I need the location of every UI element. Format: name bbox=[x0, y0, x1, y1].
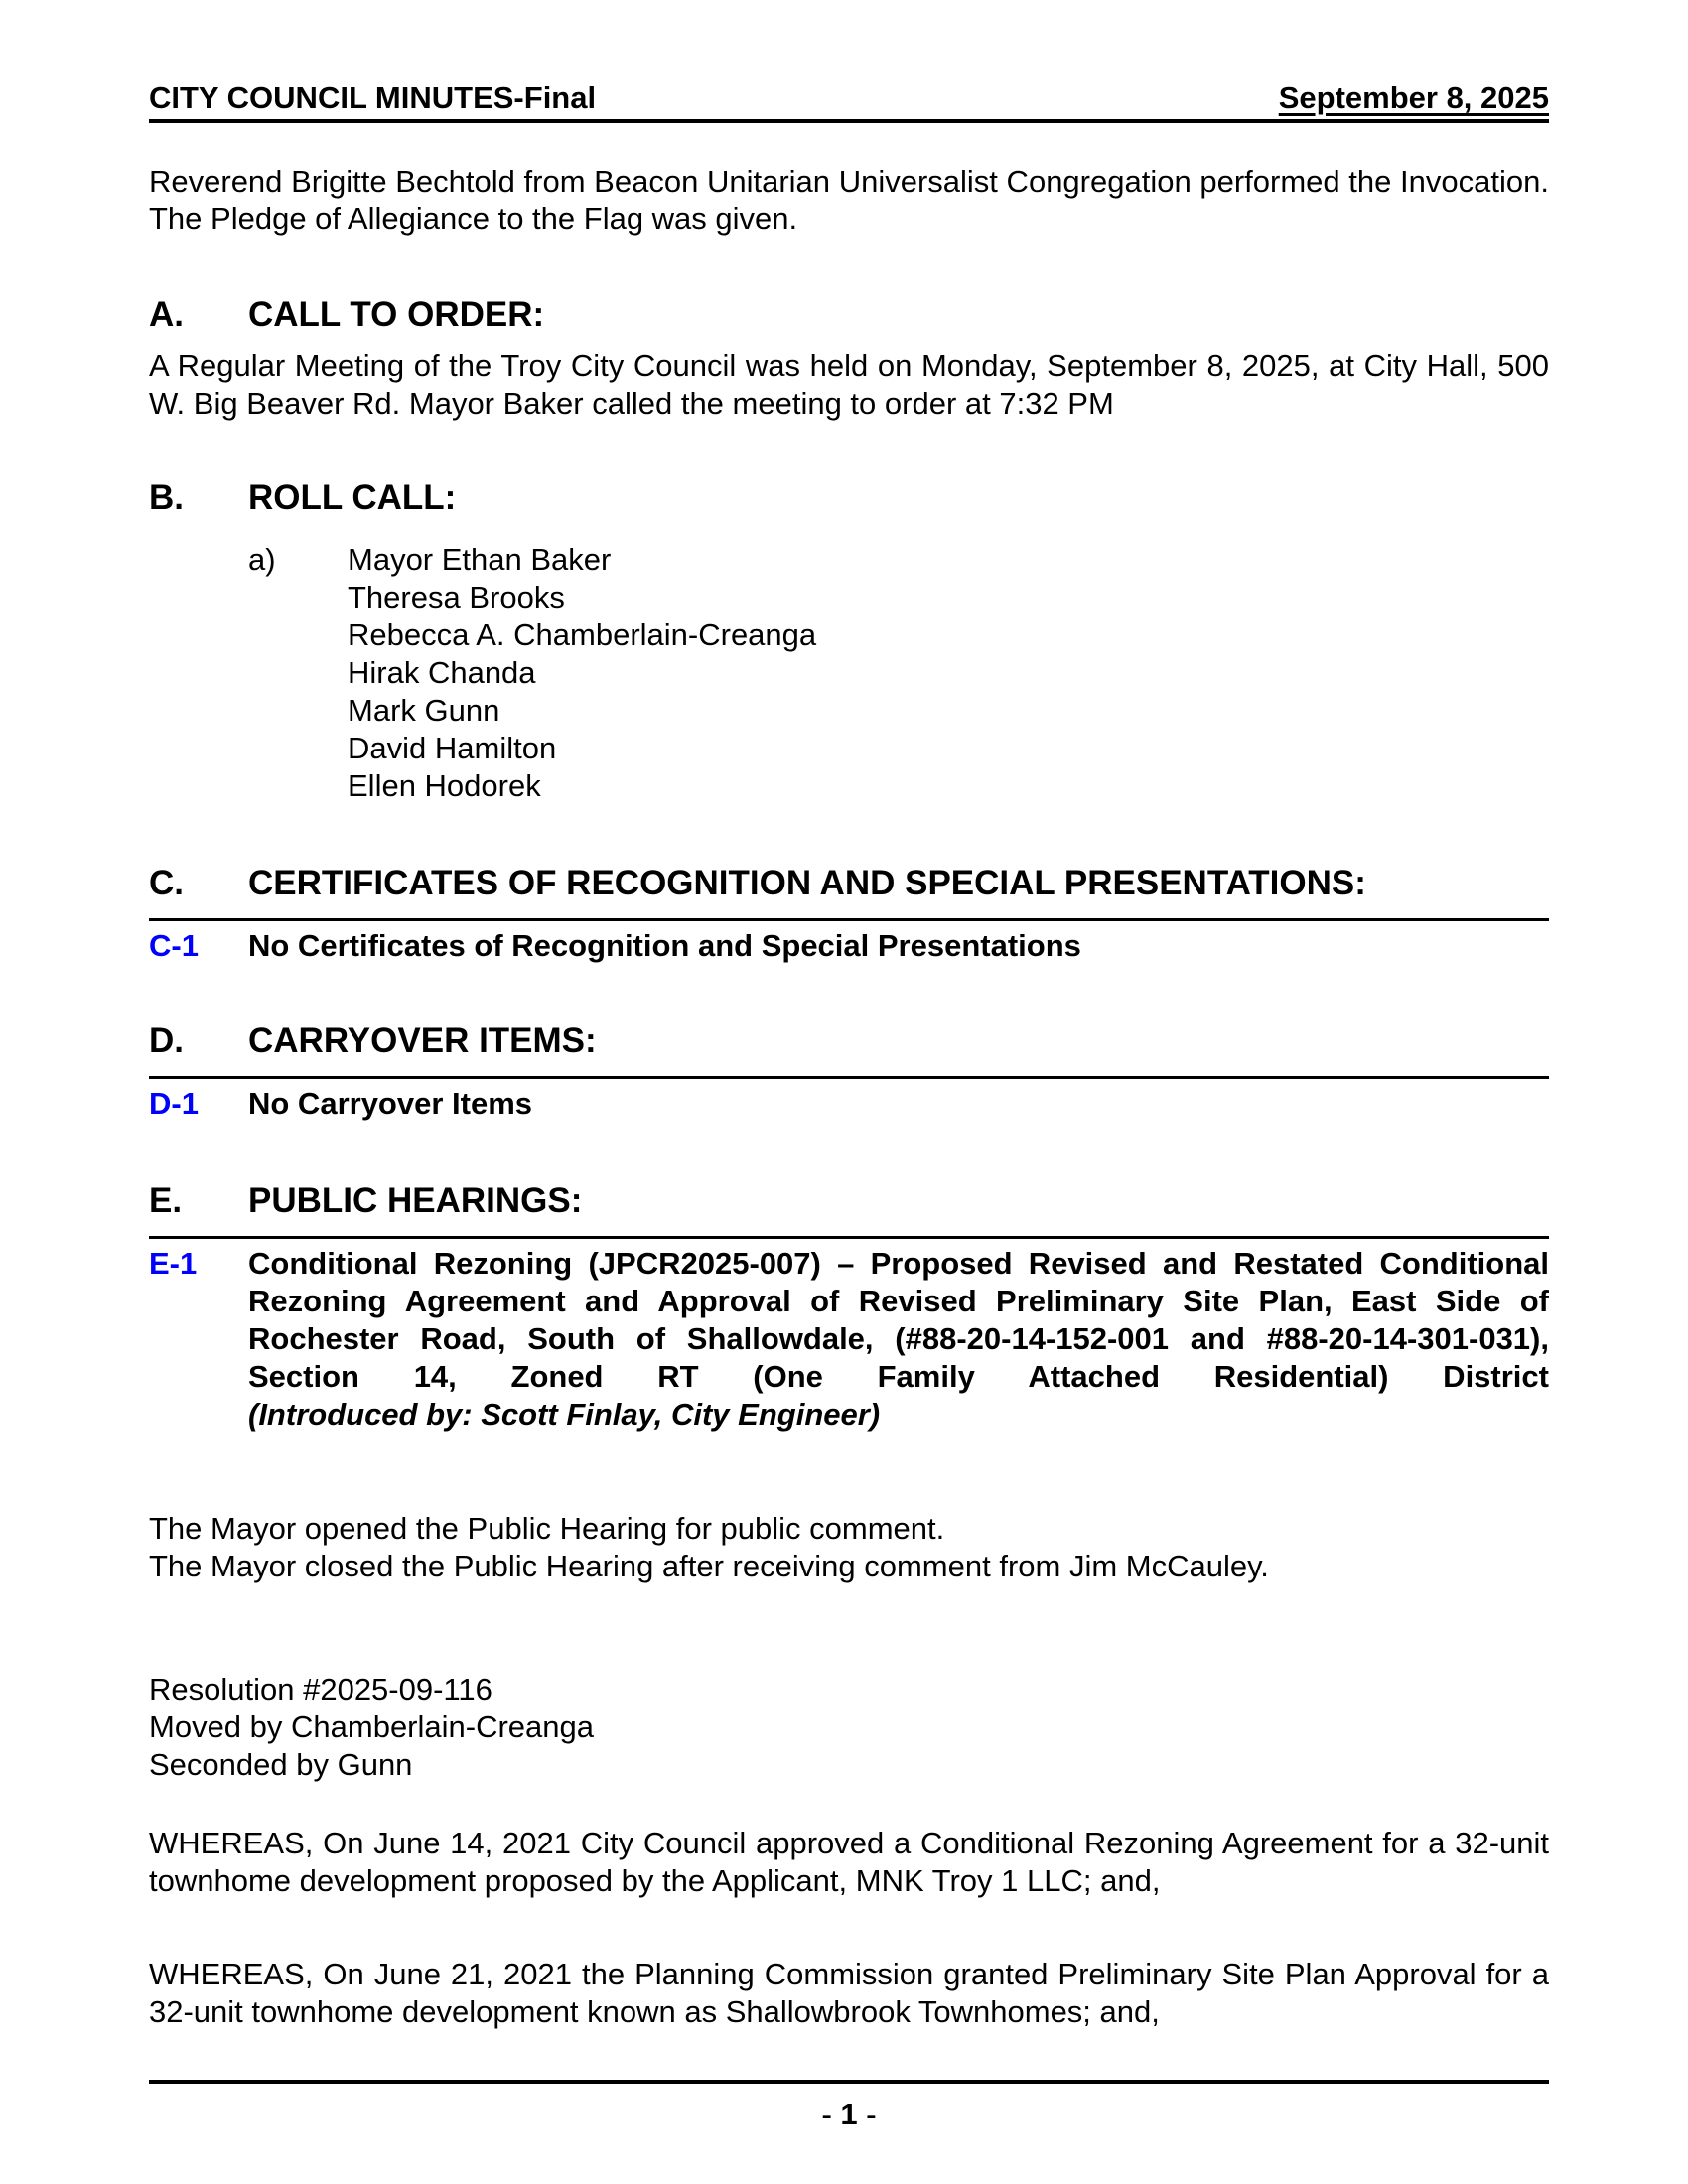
agenda-item-d1-text: No Carryover Items bbox=[248, 1086, 533, 1121]
agenda-item-e1-id: E-1 bbox=[149, 1246, 198, 1281]
document-header bbox=[149, 79, 1549, 123]
section-e-title: PUBLIC HEARINGS: bbox=[248, 1181, 583, 1220]
agenda-item-e1 bbox=[149, 1245, 1549, 1433]
roll-call-names bbox=[348, 541, 1549, 805]
section-a-title: CALL TO ORDER: bbox=[248, 295, 545, 334]
agenda-item-e1-text: Conditional Rezoning (JPCR2025-007) – Proposed Revised and Restated Conditional Rezoning Agreement and Approval of Revised Preliminary Site Plan, East Side of Rochester Road, South of Shallowdale, (#88-20-14-152-001 and #88-20-14-301-031), Section 14, Zoned RT (One Family Attached Residential) District bbox=[248, 1246, 1549, 1394]
section-e-heading bbox=[149, 1180, 1549, 1222]
page-number: - 1 - bbox=[821, 2097, 877, 2131]
section-b-letter: B. bbox=[149, 478, 184, 517]
resolution-moved-by: Moved by Chamberlain-Creanga bbox=[149, 1709, 595, 1744]
section-c-rule bbox=[149, 918, 1549, 921]
roll-call-name: Mayor Ethan Baker bbox=[348, 542, 612, 577]
roll-call-name: Rebecca A. Chamberlain-Creanga bbox=[348, 617, 817, 652]
public-hearing-opened-line: The Mayor opened the Public Hearing for public comment. bbox=[149, 1511, 945, 1546]
whereas-paragraph-1: WHEREAS, On June 14, 2021 City Council approved a Conditional Rezoning Agreement for a 32-unit townhome development proposed by the Applicant, MNK Troy 1 LLC; and, bbox=[149, 1826, 1549, 1898]
roll-call-list-label: a) bbox=[248, 542, 276, 577]
section-d-title: CARRYOVER ITEMS: bbox=[248, 1022, 597, 1060]
section-b-heading bbox=[149, 478, 1549, 519]
section-e-letter: E. bbox=[149, 1181, 183, 1220]
section-a-letter: A. bbox=[149, 295, 184, 334]
roll-call-name: Mark Gunn bbox=[348, 693, 500, 728]
section-e-rule bbox=[149, 1236, 1549, 1239]
call-to-order-paragraph: A Regular Meeting of the Troy City Council was held on Monday, September 8, 2025, at City Hall, 500 W. Big Beaver Rd. Mayor Baker called the meeting to order at 7:32 PM bbox=[149, 348, 1549, 421]
page-footer bbox=[149, 2080, 1549, 2133]
roll-call-name: David Hamilton bbox=[348, 731, 557, 765]
resolution-block bbox=[149, 1671, 1549, 1784]
agenda-item-e1-body bbox=[248, 1245, 1549, 1433]
section-c-letter: C. bbox=[149, 864, 184, 902]
agenda-item-c1-id: C-1 bbox=[149, 928, 199, 963]
resolution-number: Resolution #2025-09-116 bbox=[149, 1672, 492, 1706]
section-b-title: ROLL CALL: bbox=[248, 478, 457, 517]
section-c-title: CERTIFICATES OF RECOGNITION AND SPECIAL PRESENTATIONS: bbox=[248, 864, 1366, 902]
section-d-letter: D. bbox=[149, 1022, 184, 1060]
document-title: CITY COUNCIL MINUTES-Final bbox=[149, 80, 597, 115]
roll-call-name: Theresa Brooks bbox=[348, 580, 565, 614]
agenda-item-d1 bbox=[149, 1085, 1549, 1123]
whereas-paragraph-2: WHEREAS, On June 21, 2021 the Planning Commission granted Preliminary Site Plan Approval for a 32-unit townhome development known as Shallowbrook Townhomes; and, bbox=[149, 1957, 1549, 2029]
resolution-seconded-by: Seconded by Gunn bbox=[149, 1747, 413, 1782]
invocation-paragraph: Reverend Brigitte Bechtold from Beacon Unitarian Universalist Congregation performed the Invocation. The Pledge of Allegiance to the Flag was given. bbox=[149, 164, 1549, 236]
section-c-heading bbox=[149, 863, 1549, 904]
agenda-item-d1-id: D-1 bbox=[149, 1086, 199, 1121]
section-a-heading bbox=[149, 294, 1549, 336]
agenda-item-c1 bbox=[149, 927, 1549, 965]
section-d-heading bbox=[149, 1021, 1549, 1062]
agenda-item-e1-introduced-by: (Introduced by: Scott Finlay, City Engineer) bbox=[248, 1397, 881, 1432]
roll-call-name: Ellen Hodorek bbox=[348, 768, 541, 803]
section-d-rule bbox=[149, 1076, 1549, 1079]
agenda-item-c1-text: No Certificates of Recognition and Special Presentations bbox=[248, 928, 1081, 963]
document-date: September 8, 2025 bbox=[1278, 80, 1549, 115]
roll-call-list bbox=[248, 541, 1549, 805]
public-hearing-closed-line: The Mayor closed the Public Hearing after receiving comment from Jim McCauley. bbox=[149, 1549, 1269, 1583]
roll-call-name: Hirak Chanda bbox=[348, 655, 536, 690]
public-hearing-block bbox=[149, 1510, 1549, 1585]
